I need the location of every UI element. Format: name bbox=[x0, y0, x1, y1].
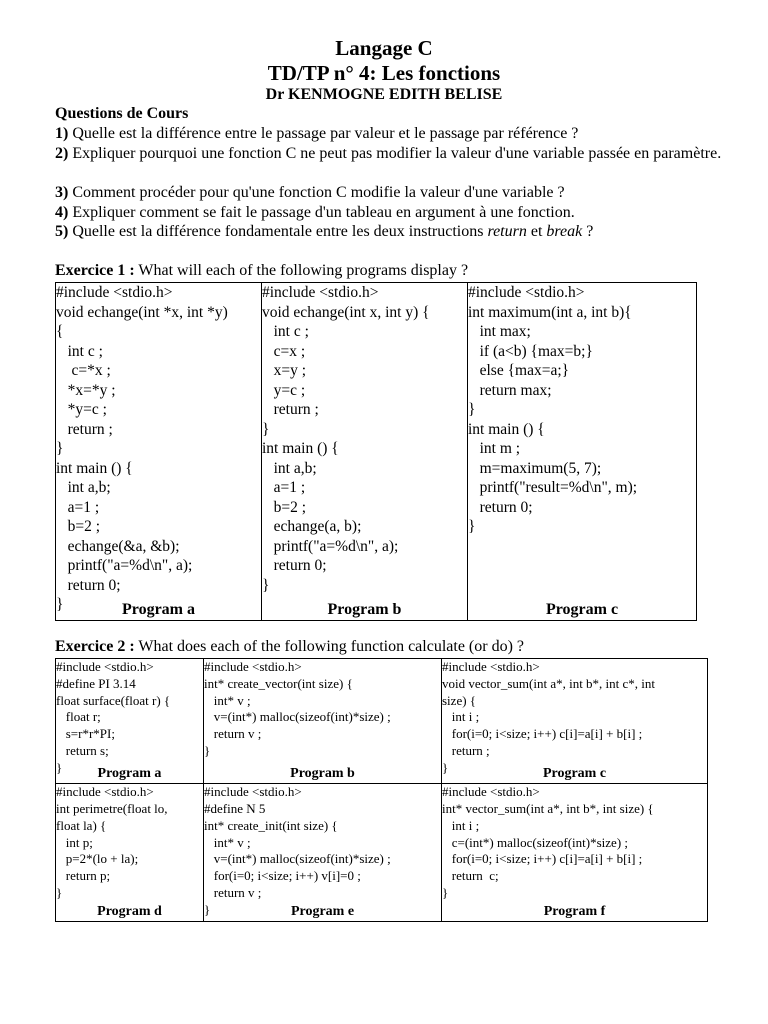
keyword-return: return bbox=[487, 223, 527, 240]
question-number: 2) bbox=[55, 145, 69, 162]
question-text: Expliquer pourquoi une fonction C ne peut pas modifier la valeur d'une variable passée en paramètre. bbox=[68, 145, 722, 162]
code-block: #include <stdio.h> int* vector_sum(int a*, int b*, int size) { int i ; c=(int*) malloc(sizeof(int)*size) ; for(i=0; i<size; i++) c[i]=a[i] + b[i] ; return c; } bbox=[442, 784, 654, 900]
question-2 bbox=[55, 144, 735, 164]
program-cell bbox=[442, 784, 708, 922]
program-label: Program a bbox=[121, 601, 195, 618]
exercise-prompt: What will each of the following programs display ? bbox=[134, 262, 469, 279]
question-text: et bbox=[526, 223, 547, 240]
program-cell bbox=[262, 283, 468, 621]
program-label: Program c bbox=[545, 601, 619, 618]
program-label: Program d bbox=[97, 904, 162, 919]
page-title: Langage C bbox=[335, 36, 433, 60]
exercise-prompt: What does each of the following function calculate (or do) ? bbox=[134, 638, 525, 655]
author-name: Dr KENMOGNE EDITH BELISE bbox=[265, 86, 503, 103]
code-block: #include <stdio.h> int perimetre(float lo, float la) { int p; p=2*(lo + la); return p; } bbox=[56, 784, 168, 900]
question-4 bbox=[55, 203, 735, 223]
question-1 bbox=[55, 124, 735, 144]
question-number: 4) bbox=[55, 204, 69, 221]
program-cell bbox=[204, 659, 442, 784]
program-cell bbox=[56, 283, 262, 621]
program-cell bbox=[468, 283, 697, 621]
program-label: Program c bbox=[542, 766, 607, 782]
code-block: #include <stdio.h> void echange(int *x, int *y) { int c ; c=*x ; *x=*y ; *y=c ; return ; } int main () { int a,b; a=1 ; b=2 ; echange(&a, &b); printf("a=%d\n", a); return 0; } bbox=[56, 284, 228, 613]
exercise-1-table bbox=[55, 282, 697, 621]
question-number: 1) bbox=[55, 125, 69, 142]
page-subtitle: TD/TP n° 4: Les fonctions bbox=[267, 61, 501, 85]
program-label: Program b bbox=[327, 601, 402, 618]
question-number: 3) bbox=[55, 184, 69, 201]
program-label: Program a bbox=[97, 766, 162, 782]
question-text: Comment procéder pour qu'une fonction C modifie la valeur d'une variable ? bbox=[68, 184, 565, 201]
exercise-1-heading bbox=[55, 262, 468, 280]
code-block: #include <stdio.h> void vector_sum(int a*, int b*, int c*, int size) { int i ; for(i=0; i<size; i++) c[i]=a[i] + b[i] ; return ; } bbox=[442, 659, 656, 775]
program-cell bbox=[442, 659, 708, 784]
question-text: ? bbox=[582, 223, 594, 240]
program-label: Program b bbox=[290, 766, 355, 782]
questions-heading: Questions de Cours bbox=[55, 105, 189, 122]
code-block: #include <stdio.h> int maximum(int a, int b){ int max; if (a<b) {max=b;} else {max=a;} return max; } int main () { int m ; m=maximum(5, 7); printf("result=%d\n", m); return 0; } bbox=[468, 284, 638, 535]
program-cell bbox=[56, 784, 204, 922]
program-label: Program f bbox=[543, 904, 606, 919]
code-block: #include <stdio.h> void echange(int x, int y) { int c ; c=x ; x=y ; y=c ; return ; } int main () { int a,b; a=1 ; b=2 ; echange(a, b); printf("a=%d\n", a); return 0; } bbox=[262, 284, 430, 594]
exercise-label: Exercice 1 : bbox=[55, 262, 135, 279]
program-cell bbox=[204, 784, 442, 922]
code-block: #include <stdio.h> #define N 5 int* create_init(int size) { int* v ; v=(int*) malloc(sizeof(int)*size) ; for(i=0; i<size; i++) v[i]=0 ; return v ; } bbox=[204, 784, 391, 917]
program-cell bbox=[56, 659, 204, 784]
program-label: Program e bbox=[290, 904, 355, 919]
question-3 bbox=[55, 183, 735, 203]
question-text: Quelle est la différence entre le passage par valeur et le passage par référence ? bbox=[68, 125, 579, 142]
keyword-break: break bbox=[546, 223, 583, 240]
question-text: Quelle est la différence fondamentale entre les deux instructions bbox=[68, 223, 488, 240]
code-block: #include <stdio.h> int* create_vector(int size) { int* v ; v=(int*) malloc(sizeof(int)*size) ; return v ; } bbox=[204, 659, 391, 758]
exercise-2-heading bbox=[55, 638, 524, 656]
question-5 bbox=[55, 222, 735, 242]
question-number: 5) bbox=[55, 223, 69, 240]
exercise-2-table bbox=[55, 658, 708, 922]
question-text: Expliquer comment se fait le passage d'un tableau en argument à une fonction. bbox=[68, 204, 575, 221]
code-block: #include <stdio.h> #define PI 3.14 float surface(float r) { float r; s=r*r*PI; return s; } bbox=[56, 659, 171, 775]
exercise-label: Exercice 2 : bbox=[55, 638, 135, 655]
